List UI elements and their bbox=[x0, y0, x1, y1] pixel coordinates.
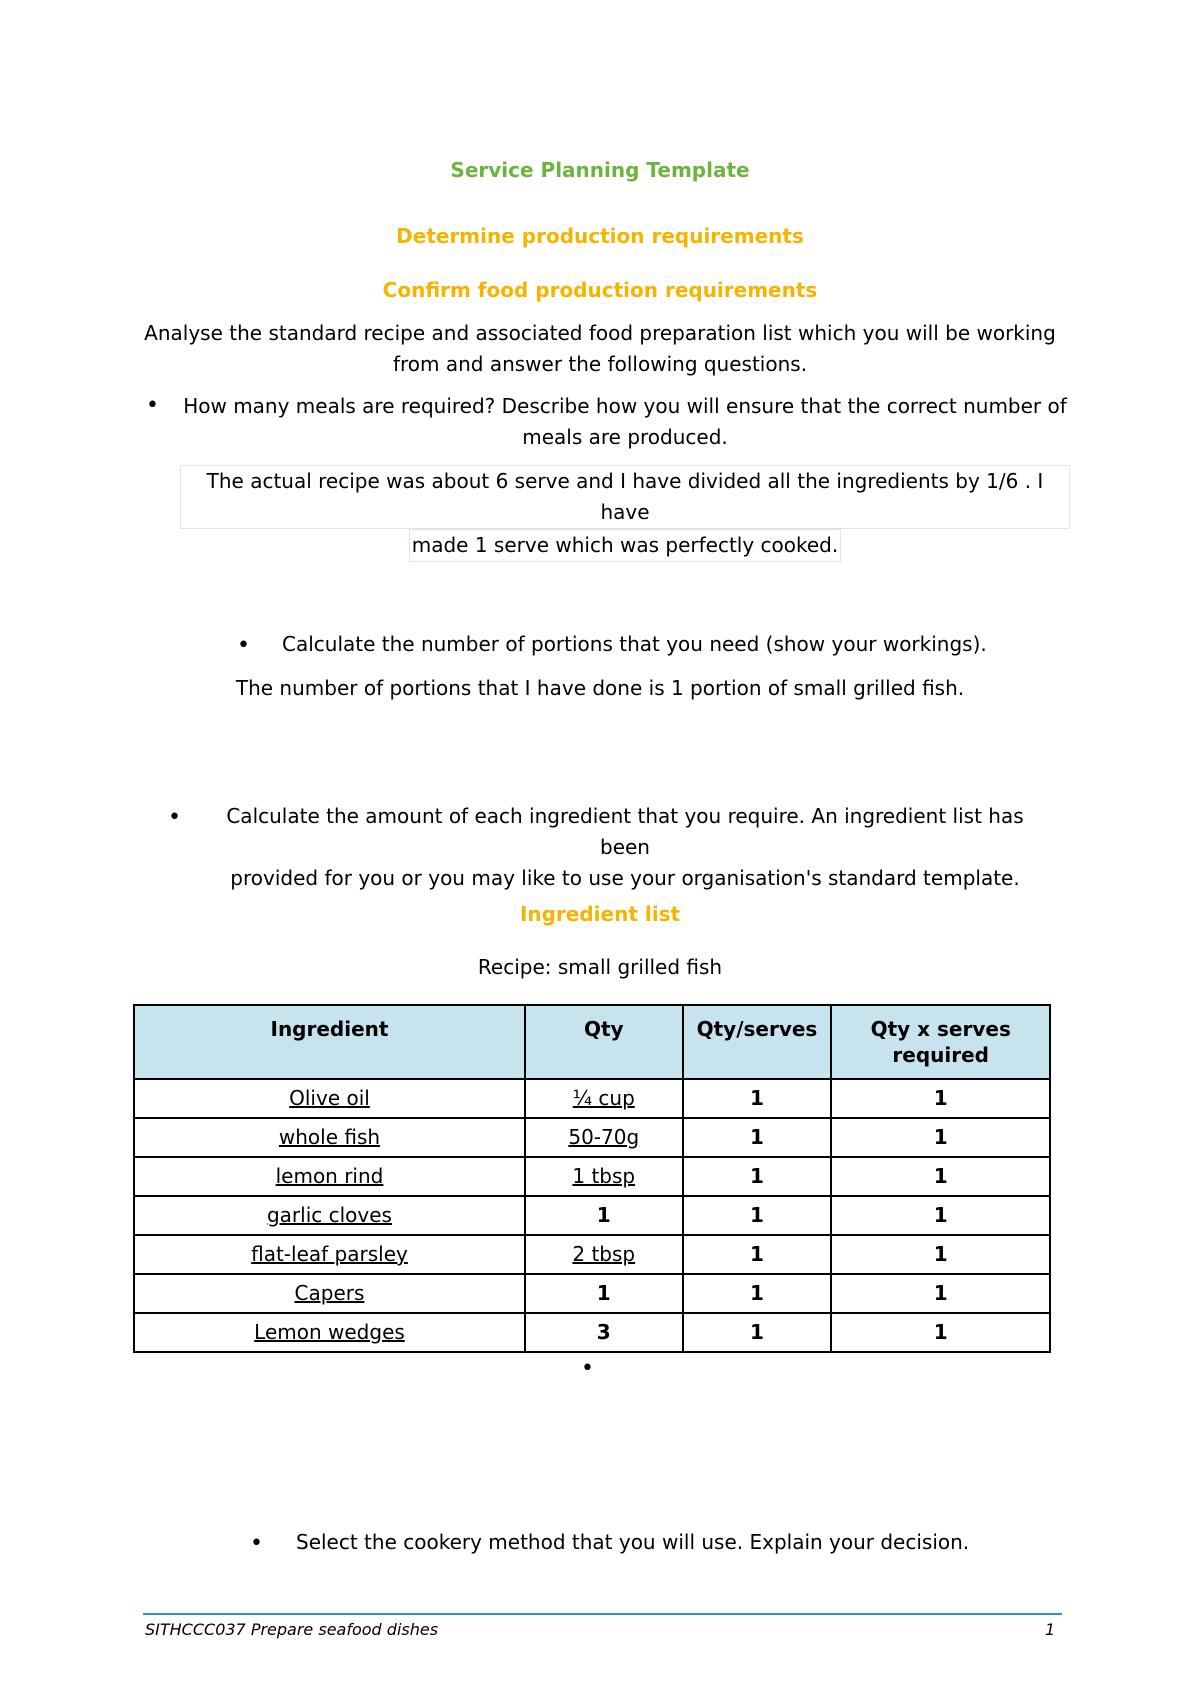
page-title: Service Planning Template bbox=[450, 158, 750, 182]
cell-qty-x-serves[interactable]: 1 bbox=[831, 1274, 1050, 1313]
cell-qty-x-serves[interactable]: 1 bbox=[831, 1118, 1050, 1157]
cell-ingredient[interactable]: Olive oil bbox=[134, 1079, 525, 1118]
footer-rule bbox=[143, 1613, 1062, 1615]
bullet-q1: • bbox=[146, 393, 159, 418]
cell-qty-serves[interactable]: 1 bbox=[683, 1118, 832, 1157]
cell-qty-x-serves[interactable]: 1 bbox=[831, 1157, 1050, 1196]
cell-qty[interactable]: 3 bbox=[525, 1313, 683, 1352]
cell-qty[interactable]: 1 bbox=[525, 1274, 683, 1313]
intro-line-2: from and answer the following questions. bbox=[392, 352, 808, 376]
cell-qty-x-serves[interactable]: 1 bbox=[831, 1196, 1050, 1235]
cell-ingredient[interactable]: flat-leaf parsley bbox=[134, 1235, 525, 1274]
cell-qty-serves[interactable]: 1 bbox=[683, 1235, 832, 1274]
header-qty-x-serves: Qty x serves required bbox=[831, 1005, 1050, 1079]
answer-1 bbox=[180, 465, 1070, 562]
question-3-line-2: provided for you or you may like to use your organisation's standard template. bbox=[230, 866, 1020, 890]
cell-qty[interactable]: ¼ cup bbox=[525, 1079, 683, 1118]
section-heading-production: Determine production requirements bbox=[396, 224, 804, 248]
cell-ingredient[interactable]: Capers bbox=[134, 1274, 525, 1313]
empty-bullet: • bbox=[581, 1356, 594, 1381]
cell-ingredient[interactable]: garlic cloves bbox=[134, 1196, 525, 1235]
cell-qty-serves[interactable]: 1 bbox=[683, 1274, 832, 1313]
table-row bbox=[134, 1196, 1050, 1235]
cell-qty[interactable]: 50-70g bbox=[525, 1118, 683, 1157]
cell-qty-serves[interactable]: 1 bbox=[683, 1079, 832, 1118]
header-ingredient: Ingredient bbox=[134, 1005, 525, 1079]
question-3 bbox=[200, 801, 1050, 894]
answer-1-line-2[interactable]: made 1 serve which was perfectly cooked. bbox=[409, 529, 841, 562]
table-header-row bbox=[134, 1005, 1050, 1079]
cell-qty-x-serves[interactable]: 1 bbox=[831, 1235, 1050, 1274]
table-row bbox=[134, 1079, 1050, 1118]
question-1 bbox=[180, 391, 1070, 453]
cell-qty-x-serves[interactable]: 1 bbox=[831, 1079, 1050, 1118]
question-1-line-2: meals are produced. bbox=[522, 425, 728, 449]
cell-qty[interactable]: 1 tbsp bbox=[525, 1157, 683, 1196]
intro-line-1: Analyse the standard recipe and associated food preparation list which you will be working bbox=[144, 321, 1056, 345]
footer-unit-title: SITHCCC037 Prepare seafood dishes bbox=[145, 1620, 439, 1639]
section-heading-confirm: Confirm food production requirements bbox=[382, 278, 818, 302]
cell-ingredient[interactable]: Lemon wedges bbox=[134, 1313, 525, 1352]
footer-page-number: 1 bbox=[1045, 1620, 1056, 1639]
answer-2[interactable]: The number of portions that I have done is 1 portion of small grilled fish. bbox=[235, 676, 965, 700]
cell-qty-serves[interactable]: 1 bbox=[683, 1313, 832, 1352]
table-row bbox=[134, 1118, 1050, 1157]
table-row bbox=[134, 1313, 1050, 1352]
header-qty-serves: Qty/serves bbox=[683, 1005, 832, 1079]
cell-ingredient[interactable]: whole fish bbox=[134, 1118, 525, 1157]
header-qty: Qty bbox=[525, 1005, 683, 1079]
table-row bbox=[134, 1235, 1050, 1274]
ingredient-table bbox=[133, 1004, 1051, 1353]
cell-qty-x-serves[interactable]: 1 bbox=[831, 1313, 1050, 1352]
ingredient-list-heading: Ingredient list bbox=[519, 902, 681, 926]
question-3-line-1: Calculate the amount of each ingredient that you require. An ingredient list has been bbox=[226, 804, 1024, 859]
bullet-q2: • bbox=[237, 633, 250, 658]
question-1-line-1: How many meals are required? Describe how you will ensure that the correct number of bbox=[183, 394, 1067, 418]
bullet-q4: • bbox=[250, 1531, 263, 1556]
bullet-q3: • bbox=[168, 805, 181, 830]
table-row bbox=[134, 1274, 1050, 1313]
cell-qty-serves[interactable]: 1 bbox=[683, 1157, 832, 1196]
recipe-label: Recipe: small grilled fish bbox=[477, 955, 723, 979]
cell-qty[interactable]: 1 bbox=[525, 1196, 683, 1235]
table-row bbox=[134, 1157, 1050, 1196]
cell-ingredient[interactable]: lemon rind bbox=[134, 1157, 525, 1196]
question-4: Select the cookery method that you will use. Explain your decision. bbox=[296, 1530, 970, 1554]
answer-1-line-1[interactable]: The actual recipe was about 6 serve and I have divided all the ingredients by 1/6 . I have bbox=[180, 465, 1070, 529]
cell-qty-serves[interactable]: 1 bbox=[683, 1196, 832, 1235]
cell-qty[interactable]: 2 tbsp bbox=[525, 1235, 683, 1274]
question-2: Calculate the number of portions that you need (show your workings). bbox=[282, 632, 987, 656]
intro-paragraph bbox=[0, 318, 1200, 380]
